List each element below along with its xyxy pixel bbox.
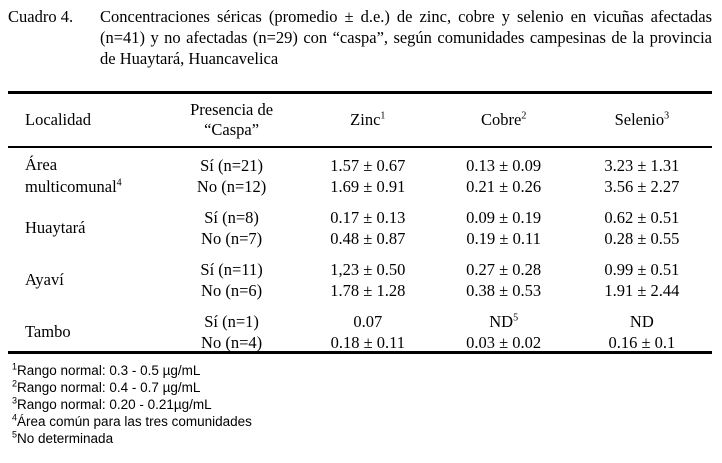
cell-selenio	[572, 310, 712, 354]
selenio-si-value: 0.62 ± 0.51	[604, 208, 680, 227]
cell-localidad	[8, 154, 163, 198]
header-zinc	[300, 94, 436, 146]
header-localidad: Localidad	[25, 110, 91, 129]
zinc-no-value: 0.18 ± 0.11	[330, 333, 406, 352]
cell-zinc	[300, 206, 436, 250]
footnote-text: Rango normal: 0.3 - 0.5 µg/mL	[17, 363, 201, 378]
header-presencia-line2: “Caspa”	[204, 120, 260, 139]
cell-localidad: Ayaví	[25, 270, 64, 289]
cell-cobre	[436, 154, 572, 198]
presencia-si: Sí (n=11)	[200, 260, 263, 279]
footnote	[12, 396, 252, 413]
cobre-no-value: 0.19 ± 0.11	[466, 229, 541, 248]
selenio-no-value: 1.91 ± 2.44	[604, 281, 680, 300]
header-presencia	[163, 94, 300, 146]
cell-selenio	[572, 206, 712, 250]
cell-presencia	[163, 154, 300, 198]
footnote-mark: 5	[12, 429, 18, 440]
cell-presencia	[163, 258, 300, 302]
presencia-no: No (n=6)	[201, 281, 263, 300]
cobre-no-value: 0.03 ± 0.02	[466, 333, 542, 352]
table-header-row	[8, 94, 712, 146]
cobre-si-value	[436, 311, 572, 332]
footnote-mark: 4	[12, 412, 18, 423]
zinc-si-value: 1.57 ± 0.67	[330, 156, 406, 175]
table-spacer	[8, 250, 712, 258]
presencia-si: Sí (n=8)	[204, 208, 259, 227]
caption-text: Concentraciones séricas (promedio ± d.e.) de zinc, cobre y selenio en vicuñas afectadas (n=41) y no afectadas (n=29) con “caspa”, según comunidades campesinas de la provincia de Huaytará, Huancavelica	[100, 7, 712, 68]
header-cobre-footnote-mark: 2	[521, 110, 527, 122]
cobre-si-text: ND	[489, 312, 514, 331]
footnote-mark: 2	[12, 378, 18, 389]
localidad-line1: Área	[25, 155, 58, 174]
footnote-text: Rango normal: 0.20 - 0.21µg/mL	[17, 397, 212, 412]
table-spacer	[8, 302, 712, 310]
header-cobre	[436, 94, 572, 146]
footnote-text: Rango normal: 0.4 - 0.7 µg/mL	[17, 380, 201, 395]
footnote-mark: 3	[12, 395, 18, 406]
table-row	[8, 310, 712, 354]
zinc-no-value: 1.78 ± 1.28	[330, 281, 406, 300]
zinc-si-value: 0.17 ± 0.13	[330, 208, 406, 227]
presencia-no: No (n=12)	[196, 177, 267, 196]
header-presencia-line1: Presencia de	[190, 100, 274, 119]
localidad-line2	[25, 176, 163, 198]
cell-selenio	[572, 154, 712, 198]
header-zinc-footnote-mark: 1	[380, 110, 386, 122]
cobre-si-value: 0.27 ± 0.28	[466, 260, 542, 279]
footnote-text: No determinada	[17, 431, 114, 446]
footnote	[12, 362, 252, 379]
table-spacer	[8, 198, 712, 206]
footnotes	[12, 362, 252, 447]
footnote-mark: 1	[12, 361, 18, 372]
cobre-si-value: 0.09 ± 0.19	[466, 208, 542, 227]
zinc-no-value: 0.48 ± 0.87	[330, 229, 406, 248]
presencia-si: Sí (n=1)	[204, 312, 259, 331]
presencia-no: No (n=4)	[201, 333, 263, 352]
selenio-si-value: 3.23 ± 1.31	[604, 156, 680, 175]
header-cobre-label: Cobre	[480, 110, 522, 129]
cobre-si-value: 0.13 ± 0.09	[466, 156, 542, 175]
cell-zinc	[300, 310, 436, 354]
cell-selenio	[572, 258, 712, 302]
data-table	[8, 94, 712, 354]
presencia-si: Sí (n=21)	[200, 156, 264, 175]
zinc-si-value: 1,23 ± 0.50	[330, 260, 406, 279]
cell-presencia	[163, 310, 300, 354]
localidad-footnote-mark: 4	[116, 177, 122, 189]
cell-presencia	[163, 206, 300, 250]
cell-cobre	[436, 206, 572, 250]
header-selenio-footnote-mark: 3	[664, 110, 670, 122]
zinc-si-value: 0.07	[353, 312, 383, 331]
cobre-no-value: 0.21 ± 0.26	[466, 177, 542, 196]
cell-localidad: Huaytará	[25, 218, 86, 237]
footnote	[12, 379, 252, 396]
cobre-footnote-mark: 5	[513, 312, 519, 324]
table-row	[8, 258, 712, 302]
cell-cobre	[436, 258, 572, 302]
footnote	[12, 430, 252, 447]
selenio-no-value: 0.16 ± 0.1	[608, 333, 676, 352]
selenio-si-value: 0.99 ± 0.51	[604, 260, 680, 279]
footnote	[12, 413, 252, 430]
zinc-no-value: 1.69 ± 0.91	[330, 177, 406, 196]
selenio-si-value: ND	[629, 312, 654, 331]
localidad-line2-text: multicomunal	[25, 177, 117, 196]
cobre-no-value: 0.38 ± 0.53	[466, 281, 542, 300]
selenio-no-value: 3.56 ± 2.27	[604, 177, 680, 196]
cell-localidad: Tambo	[25, 322, 71, 341]
header-selenio	[572, 94, 712, 146]
cell-cobre	[436, 310, 572, 354]
presencia-no: No (n=7)	[201, 229, 263, 248]
table-spacer	[8, 146, 712, 154]
cell-zinc	[300, 154, 436, 198]
cell-zinc	[300, 258, 436, 302]
caption-label: Cuadro 4.	[8, 7, 74, 26]
header-zinc-label: Zinc	[350, 110, 381, 129]
footnote-text: Área común para las tres comunidades	[17, 414, 252, 429]
table-row	[8, 206, 712, 250]
selenio-no-value: 0.28 ± 0.55	[604, 229, 680, 248]
table-row	[8, 154, 712, 198]
header-selenio-label: Selenio	[614, 110, 665, 129]
